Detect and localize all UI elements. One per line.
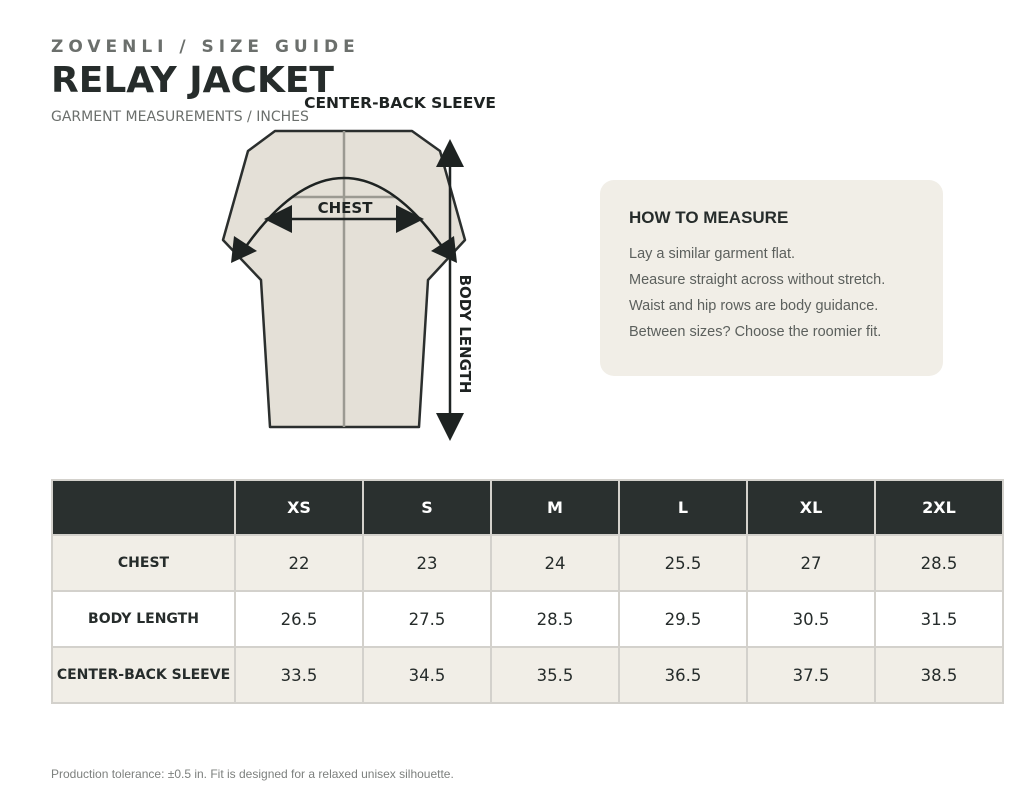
how-to-measure-heading: HOW TO MEASURE [629,208,789,227]
table-cell: 26.5 [235,591,363,647]
size-header-row [52,480,1003,535]
table-cell: 22 [235,535,363,591]
length-arrowhead-bottom [436,413,464,441]
center-back-sleeve-label: CENTER-BACK SLEEVE [304,94,496,112]
size-header-s: S [363,480,491,535]
brand-line: ZOVENLI / SIZE GUIDE [51,37,360,57]
table-cell: 35.5 [491,647,619,703]
table-cell: 38.5 [875,647,1003,703]
footnote: Production tolerance: ±0.5 in. Fit is designed for a relaxed unisex silhouette. [51,767,454,781]
table-cell: 28.5 [875,535,1003,591]
how-to-measure-panel [600,180,943,376]
size-header-xs: XS [235,480,363,535]
body-length-label: BODY LENGTH [456,274,474,394]
size-header-xl: XL [747,480,875,535]
table-cell: 31.5 [875,591,1003,647]
tip-item: Lay a similar garment flat. [629,246,796,262]
table-cell: 28.5 [491,591,619,647]
tip-item: Between sizes? Choose the roomier fit. [629,324,882,340]
table-cell: 34.5 [363,647,491,703]
table-cell: 27 [747,535,875,591]
size-table [51,479,1004,704]
table-cell: 23 [363,535,491,591]
page-title: RELAY JACKET [51,60,334,101]
table-cell: 33.5 [235,647,363,703]
size-header-2xl: 2XL [875,480,1003,535]
row-label: CHEST [52,535,235,591]
row-label: CENTER-BACK SLEEVE [52,647,235,703]
table-cell: 24 [491,535,619,591]
table-cell: 30.5 [747,591,875,647]
table-corner-cell [52,480,235,535]
table-cell: 25.5 [619,535,747,591]
table-cell: 36.5 [619,647,747,703]
chest-label: CHEST [317,199,373,217]
size-header-l: L [619,480,747,535]
table-row-body-length [52,591,1003,647]
table-cell: 27.5 [363,591,491,647]
tip-item: Waist and hip rows are body guidance. [629,298,879,314]
size-header-m: M [491,480,619,535]
table-row-chest [52,535,1003,591]
table-row-center-back-sleeve [52,647,1003,703]
tip-item: Measure straight across without stretch. [629,272,886,288]
page-subtitle: GARMENT MEASUREMENTS / INCHES [51,109,309,125]
row-label: BODY LENGTH [52,591,235,647]
table-cell: 37.5 [747,647,875,703]
table-cell: 29.5 [619,591,747,647]
